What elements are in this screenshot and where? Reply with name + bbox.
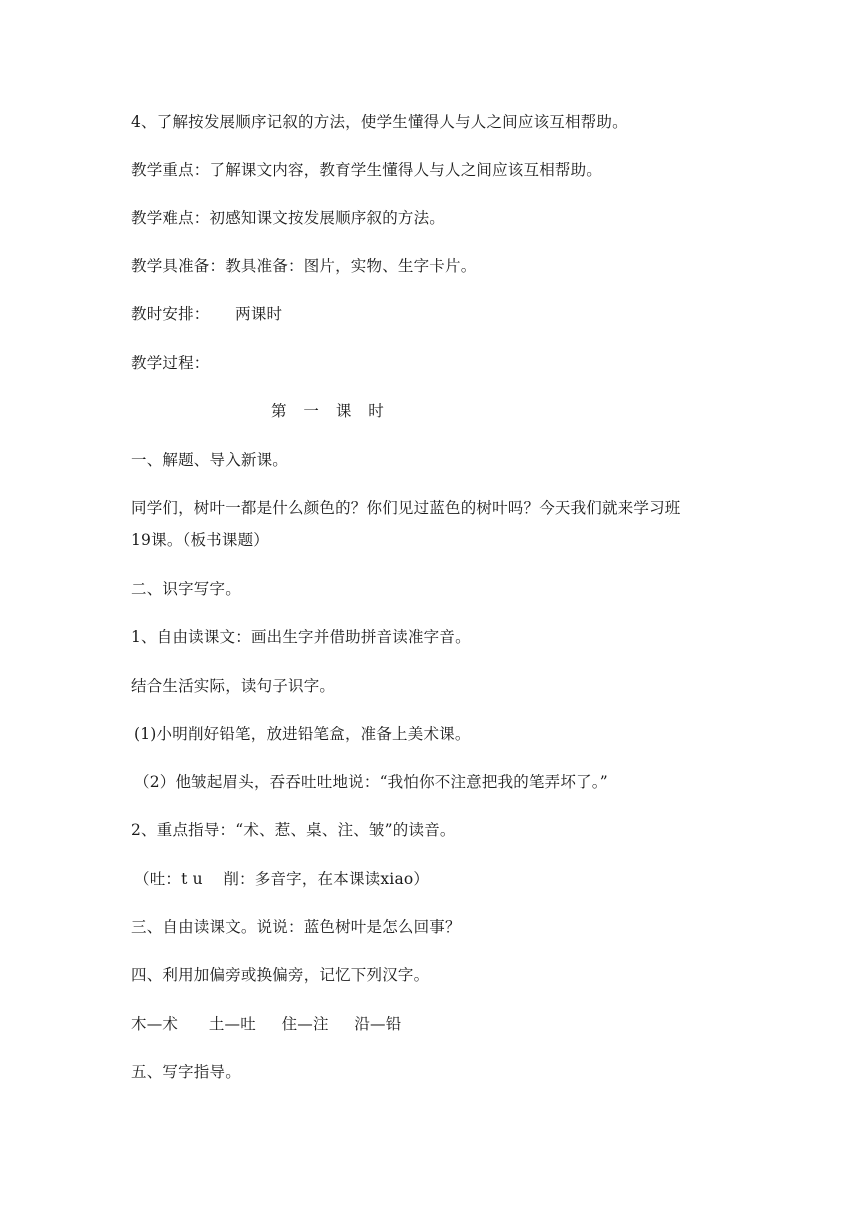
class-schedule: 教时安排： 两课时 — [131, 305, 283, 323]
intro-paragraph-line-1: 同学们，树叶一都是什么颜色的？你们见过蓝色的树叶吗？今天我们就来学习班 — [131, 499, 681, 517]
example-sentence-2: （2）他皱起眉头，吞吞吐吐地说：“我怕你不注意把我的笔弄坏了。” — [134, 773, 608, 791]
section-heading-4: 四、利用加偏旁或换偏旁，记忆下列汉字。 — [131, 966, 430, 984]
lesson-title: 第 一 课 时 — [271, 402, 390, 420]
teaching-difficulty: 教学难点：初感知课文按发展顺序叙的方法。 — [131, 209, 446, 227]
step-1-note: 结合生活实际，读句子识字。 — [131, 677, 336, 695]
teaching-process-heading: 教学过程： — [131, 354, 210, 372]
step-1: 1、自由读课文：画出生字并借助拼音读准字音。 — [131, 628, 471, 646]
section-heading-5: 五、写字指导。 — [131, 1063, 241, 1081]
teaching-materials: 教学具准备：教具准备：图片，实物、生字卡片。 — [131, 257, 477, 275]
section-heading-1: 一、解题、导入新课。 — [131, 451, 289, 469]
example-sentence-1: (1)小明削好铅笔，放进铅笔盒，准备上美术课。 — [134, 725, 471, 743]
objective-4: 4、了解按发展顺序记叙的方法，使学生懂得人与人之间应该互相帮助。 — [131, 113, 628, 131]
section-heading-3: 三、自由读课文。说说：蓝色树叶是怎么回事？ — [131, 918, 461, 936]
step-2: 2、重点指导：“术、惹、桌、注、皱”的读音。 — [131, 821, 456, 839]
pronunciation-note: （吐：t u 削：多音字，在本课读xiao） — [134, 870, 430, 888]
character-pairs: 木—术 土—吐 住—注 沿—铅 — [131, 1015, 402, 1033]
teaching-key-point: 教学重点：了解课文内容，教育学生懂得人与人之间应该互相帮助。 — [131, 161, 603, 179]
intro-paragraph-line-2: 19课。（板书课题） — [131, 531, 269, 549]
section-heading-2: 二、识字写字。 — [131, 580, 241, 598]
